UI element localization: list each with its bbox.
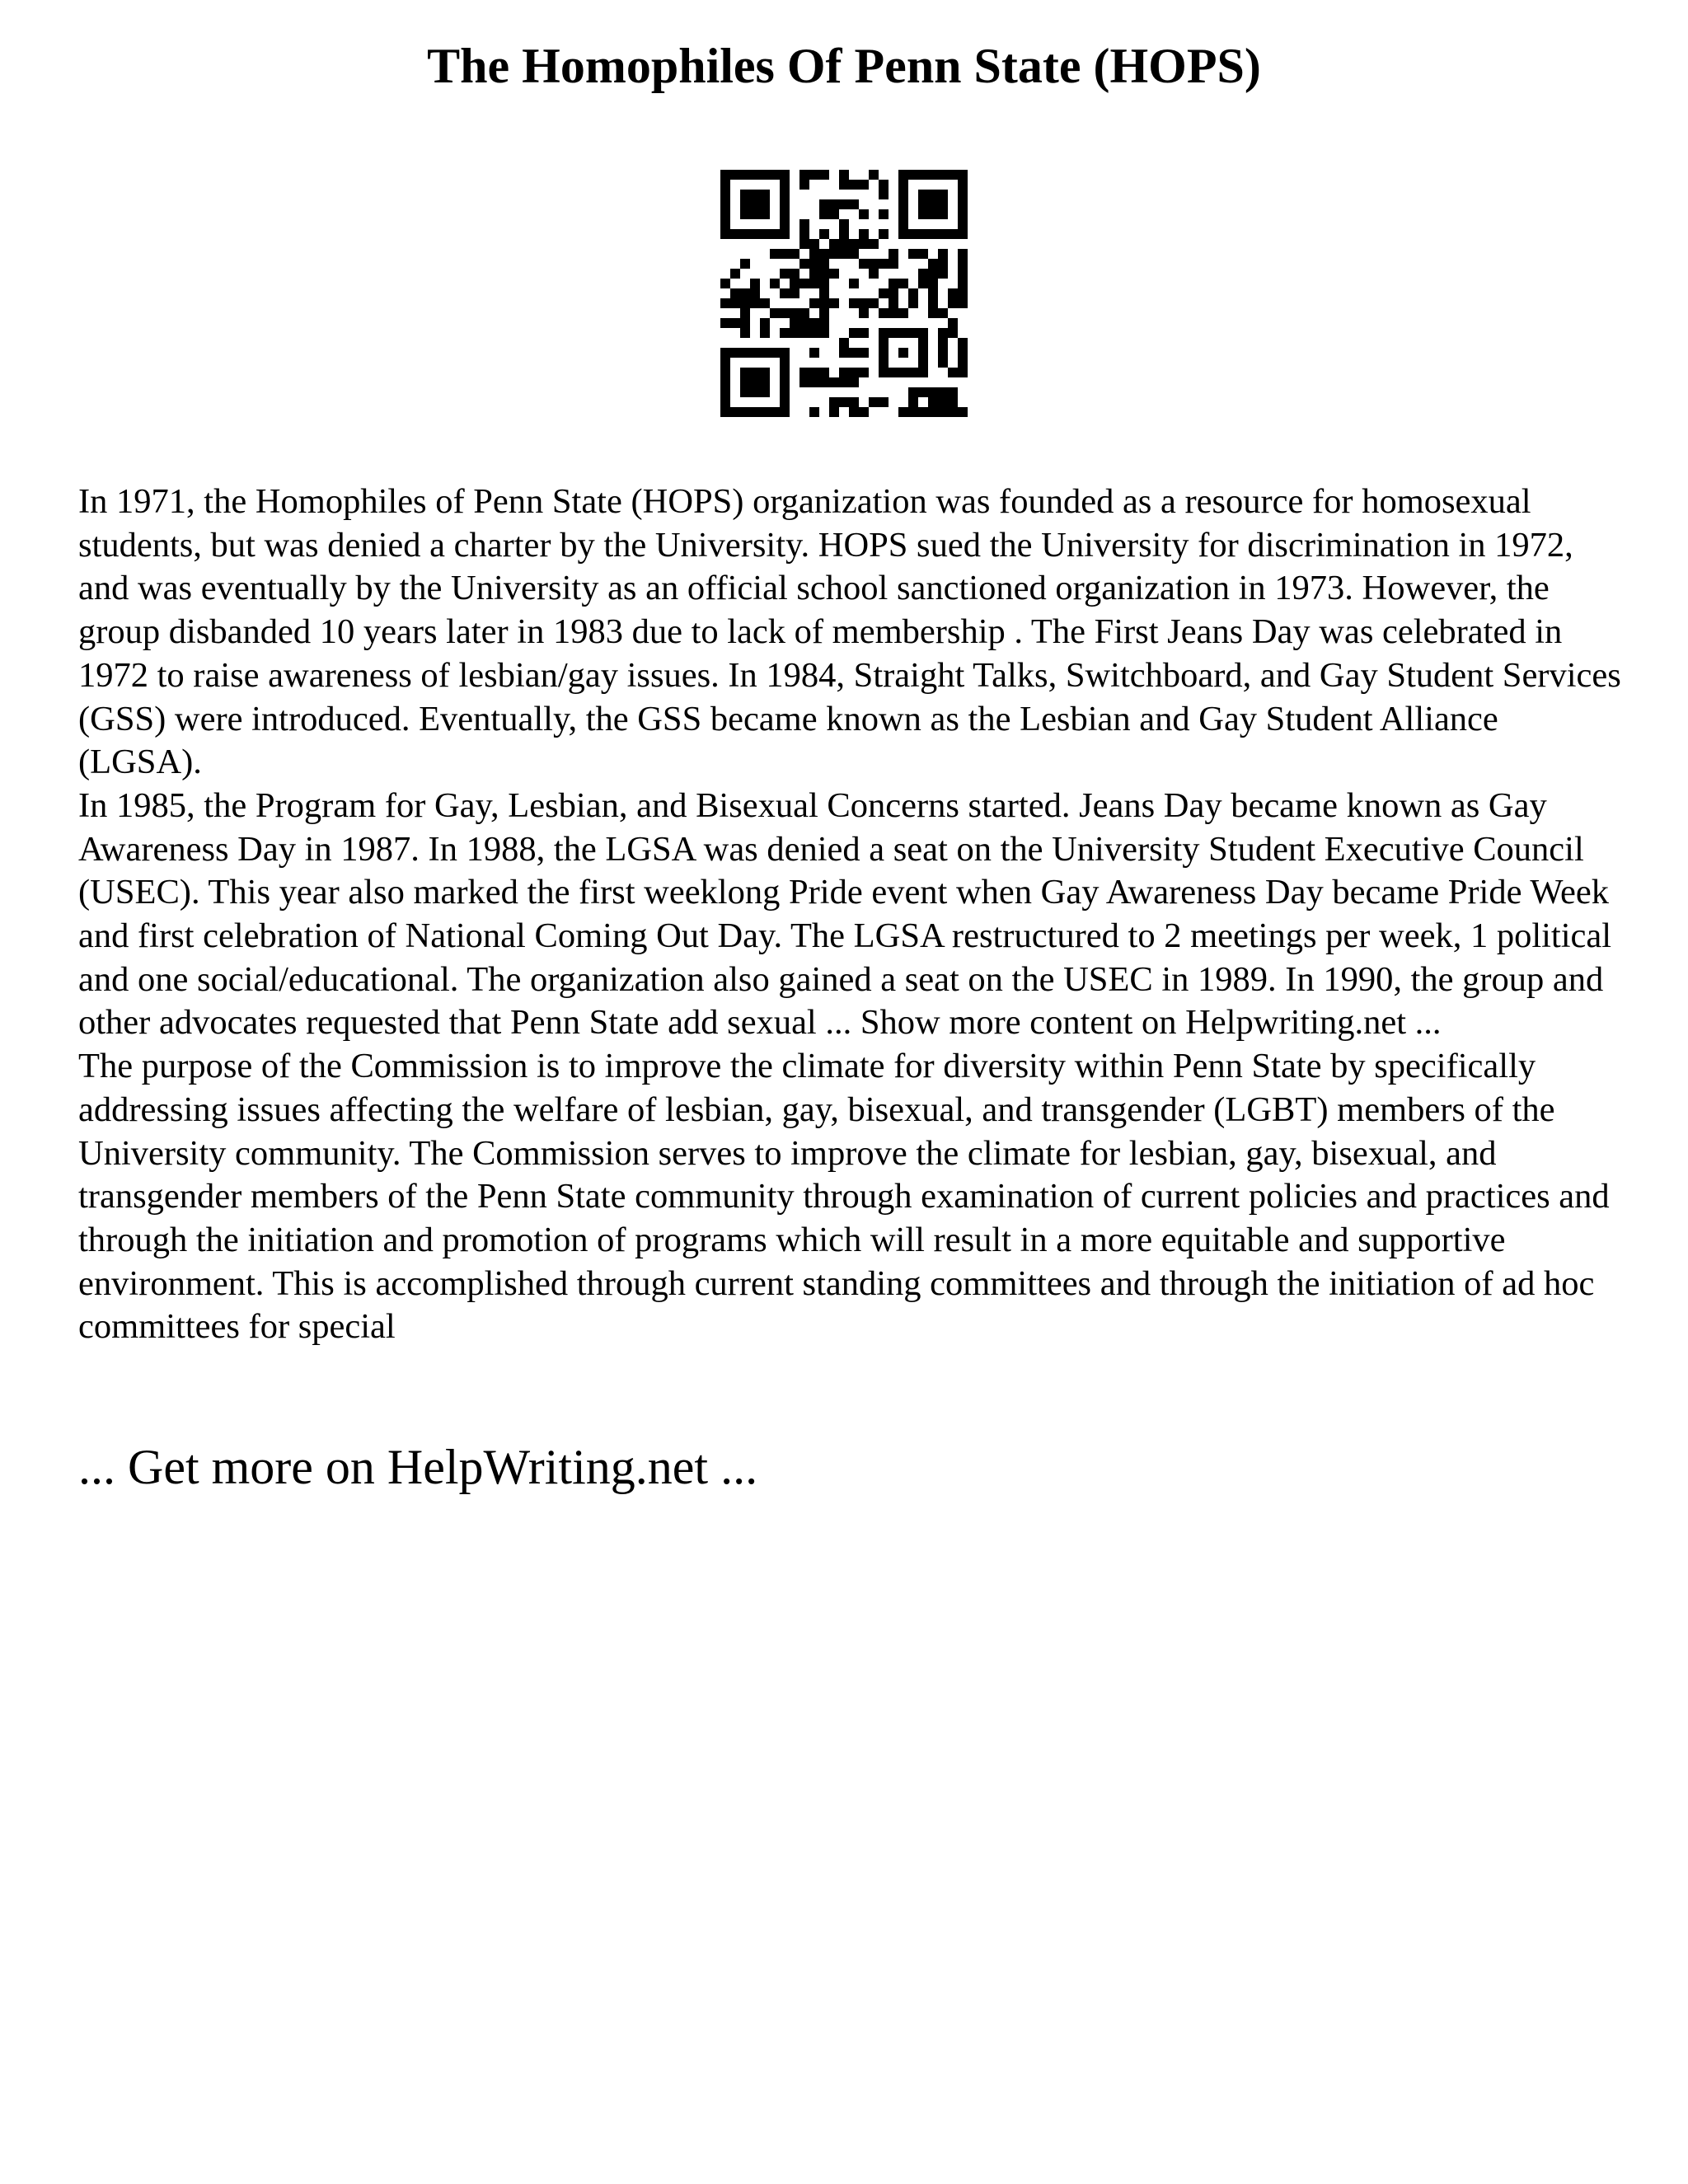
qr-code-icon bbox=[720, 170, 968, 417]
page-title: The Homophiles Of Penn State (HOPS) bbox=[427, 39, 1261, 93]
body-paragraph: The purpose of the Commission is to improve the climate for diversity within Penn State by specifically addressing issues affecting the welfare of lesbian, gay, bisexual, and transgender (LGBT) members of the University community. The Commission serves to improve the climate for lesbian, gay, bisexual, and transgender members of the Penn State community through examination of current policies and practices and through the initiation and promotion of programs which will result in a more equitable and supportive environment. This is accomplished through current standing committees and through the initiation of ad hoc committees for special bbox=[78, 1047, 1610, 1347]
article-body bbox=[78, 480, 1628, 1349]
get-more-link[interactable]: ... Get more on HelpWriting.net ... bbox=[78, 1440, 758, 1494]
body-paragraph: In 1985, the Program for Gay, Lesbian, and Bisexual Concerns started. Jeans Day became known as Gay Awareness Day in 1987. In 1988, the LGSA was denied a seat on the University Student Executive Council (USEC). This year also marked the first weeklong Pride event when Gay Awareness Day became Pride Week and first celebration of National Coming Out Day. The LGSA restructured to 2 meetings per week, 1 political and one social/educational. The organization also gained a seat on the USEC in 1989. In 1990, the group and other advocates requested that Penn State add sexual ... Show more content on Helpwriting.net ... bbox=[78, 785, 1612, 1043]
body-paragraph: In 1971, the Homophiles of Penn State (HOPS) organization was founded as a resource for homosexual students, but was denied a charter by the University. HOPS sued the University for discrimination in 1972, and was eventually by the University as an official school sanctioned organization in 1973. However, the group disbanded 10 years later in 1983 due to lack of membership . The First Jeans Day was celebrated in 1972 to raise awareness of lesbian/gay issues. In 1984, Straight Talks, Switchboard, and Gay Student Services (GSS) were introduced. Eventually, the GSS became known as the Lesbian and Gay Student Alliance (LGSA). bbox=[78, 482, 1621, 782]
